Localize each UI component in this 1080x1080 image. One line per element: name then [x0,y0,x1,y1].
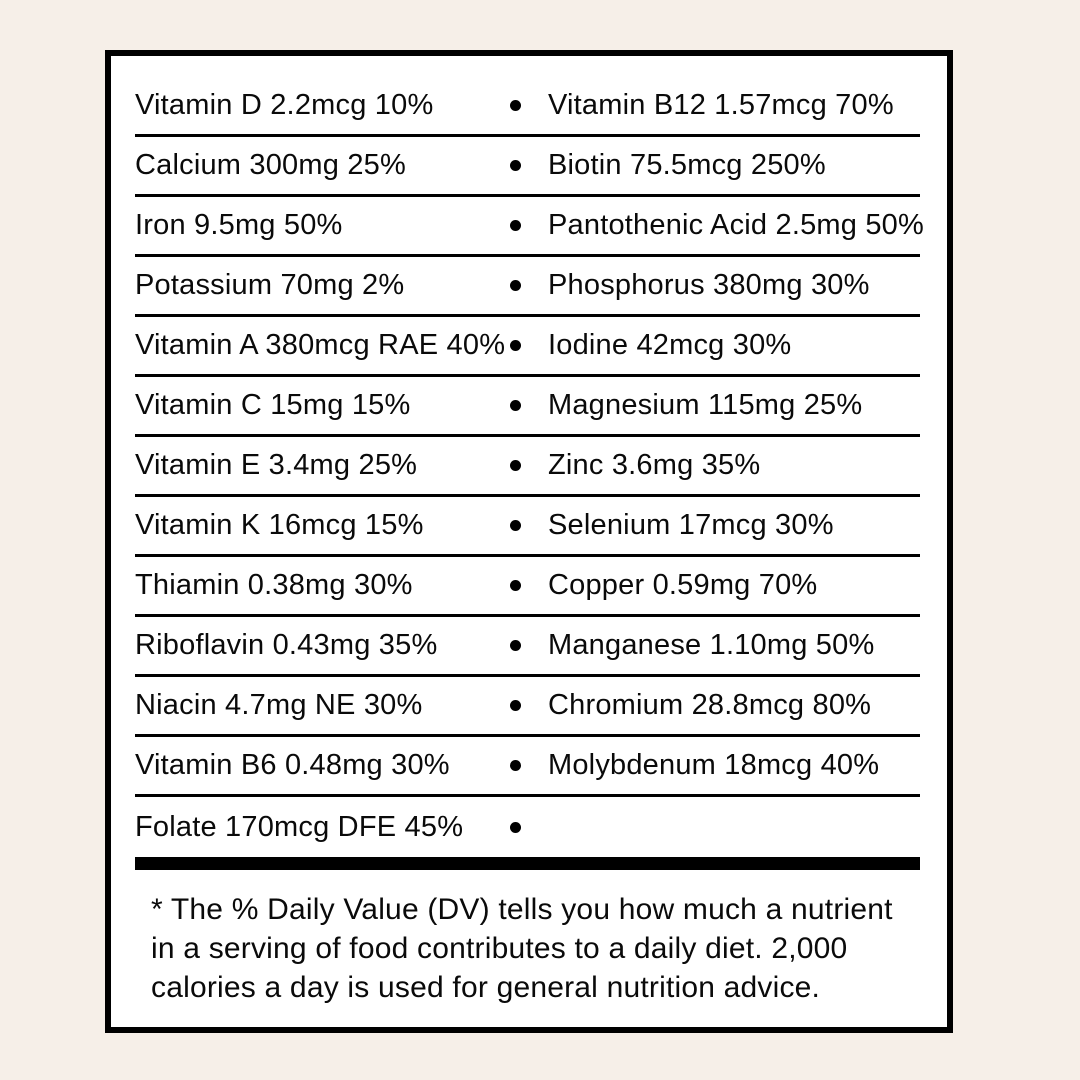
bullet-cell [500,340,530,351]
nutrition-label-panel [105,50,953,1033]
nutrient-left-text: Calcium 300mg 25% [135,149,406,181]
bullet-cell [500,400,530,411]
nutrient-right-text: Iodine 42mcg 30% [548,329,792,361]
nutrient-left-text: Potassium 70mg 2% [135,269,405,301]
nutrient-left-text: Vitamin C 15mg 15% [135,389,411,421]
nutrient-row [135,377,920,437]
nutrient-row [135,677,920,737]
nutrient-left-text: Folate 170mcg DFE 45% [135,810,464,843]
bullet-icon [510,700,521,711]
nutrient-right-text: Selenium 17mcg 30% [548,509,834,541]
nutrient-row [135,617,920,677]
bullet-icon [510,400,521,411]
nutrient-row [135,257,920,317]
bullet-cell [500,460,530,471]
nutrient-left-text: Vitamin E 3.4mg 25% [135,449,418,481]
bullet-icon [510,220,521,231]
bullet-icon [510,580,521,591]
nutrient-right-text: Manganese 1.10mg 50% [548,629,875,661]
bullet-cell [500,100,530,111]
nutrient-row [135,77,920,137]
bullet-icon [510,340,521,351]
nutrient-row [135,137,920,197]
nutrient-row [135,317,920,377]
nutrient-row [135,497,920,557]
nutrient-right-text: Biotin 75.5mcg 250% [548,149,826,181]
nutrient-right-text: Copper 0.59mg 70% [548,569,818,601]
nutrient-table [135,77,924,857]
bullet-icon [510,822,521,833]
nutrient-right-text: Molybdenum 18mcg 40% [548,749,880,781]
nutrient-left-text: Niacin 4.7mg NE 30% [135,689,423,721]
bullet-cell [500,760,530,771]
nutrient-right-text: Vitamin B12 1.57mcg 70% [548,89,894,121]
bullet-icon [510,280,521,291]
nutrient-right-text: Chromium 28.8mcg 80% [548,689,872,721]
nutrient-right-text: Zinc 3.6mg 35% [548,449,761,481]
nutrient-left-text: Vitamin A 380mcg RAE 40% [135,329,506,361]
nutrient-left-text: Thiamin 0.38mg 30% [135,569,413,601]
bullet-cell [500,822,530,833]
bullet-cell [500,700,530,711]
nutrient-row [135,557,920,617]
bullet-icon [510,520,521,531]
bullet-icon [510,460,521,471]
section-divider-bar [135,857,920,870]
nutrient-row [135,737,920,797]
nutrient-right-text: Magnesium 115mg 25% [548,389,863,421]
daily-value-footnote: * The % Daily Value (DV) tells you how much a nutrient in a serving of food contributes to a daily diet. 2,000 calories a day is used for general nutrition advice. [151,893,893,1004]
bullet-cell [500,160,530,171]
nutrient-left-text: Vitamin D 2.2mcg 10% [135,89,434,121]
bullet-icon [510,760,521,771]
bullet-icon [510,160,521,171]
nutrient-left-text: Vitamin B6 0.48mg 30% [135,749,450,781]
nutrient-row [135,437,920,497]
nutrient-row [135,797,920,857]
bullet-icon [510,640,521,651]
nutrient-left-text: Riboflavin 0.43mg 35% [135,629,438,661]
bullet-cell [500,640,530,651]
bullet-cell [500,280,530,291]
nutrient-row [135,197,924,257]
nutrient-left-text: Vitamin K 16mcg 15% [135,509,424,541]
bullet-cell [500,580,530,591]
bullet-cell [500,520,530,531]
bullet-icon [510,100,521,111]
bullet-cell [500,220,530,231]
nutrient-left-text: Iron 9.5mg 50% [135,209,343,241]
nutrient-right-text: Pantothenic Acid 2.5mg 50% [548,209,924,241]
nutrient-right-text: Phosphorus 380mg 30% [548,269,870,301]
